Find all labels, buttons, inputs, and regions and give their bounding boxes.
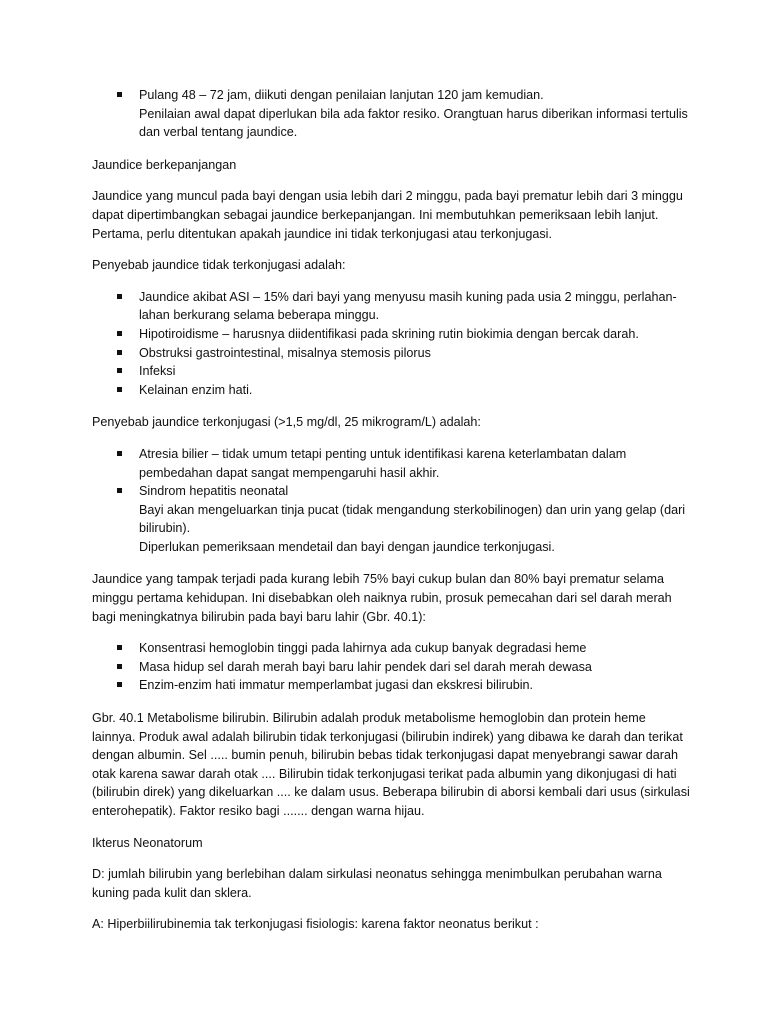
- figure-caption: Gbr. 40.1 Metabolisme bilirubin. Bilirubin adalah produk metabolisme hemoglobin dan protein heme lainnya. Produk awal adalah bilirubin tidak terkonjugasi (bilirubin indirek) yang dibawa ke darah dan terikat dengan albumin. Sel ..... bumin penuh, bilirubin bebas tidak terkonjugasi dapat menyebrangi sawar darah otak karena sawar darah otak .... Bilirubin tidak terkonjugasi terikat pada albumin yang dikonjugasi di hati (bilirubin direk) yang dikeluarkan .... ke dalam usus. Beberapa bilirubin di aborsi kembali dari usus (sirkulasi enterohepatik). Faktor resiko bagi ....... dengan warna hijau.: [92, 711, 690, 818]
- list-item-line: Pulang 48 – 72 jam, diikuti dengan penilaian lanjutan 120 jam kemudian.: [139, 88, 544, 102]
- list-intro-unconjugated: Penyebab jaundice tidak terkonjugasi adalah:: [92, 258, 346, 273]
- list-item-line: Penilaian awal dapat diperlukan bila ada faktor resiko. Orangtuan harus diberikan informasi tertulis dan verbal tentang jaundice.: [139, 106, 688, 140]
- list-item: [92, 482, 692, 556]
- list-item: Obstruksi gastrointestinal, misalnya stemosis pilorus: [92, 344, 692, 363]
- paragraph: Jaundice yang tampak terjadi pada kurang lebih 75% bayi cukup bulan dan 80% bayi prematur selama minggu pertama kehidupan. Ini disebabkan oleh naiknya rubin, prosuk pemecahan dari sel darah merah bagi meningkatnya bilirubin pada bayi baru lahir (Gbr. 40.1):: [92, 572, 672, 624]
- paragraph: Jaundice yang muncul pada bayi dengan usia lebih dari 2 minggu, pada bayi prematur lebih dari 3 minggu dapat dipertimbangkan sebagai jaundice berkepanjangan. Ini membutuhkan pemeriksaan lebih lanjut. Pertama, perlu ditentukan apakah jaundice ini tidak terkonjugasi atau terkonjugasi.: [92, 189, 683, 241]
- etiology-line: A: Hiperbiilirubinemia tak terkonjugasi fisiologis: karena faktor neonatus berikut :: [92, 917, 539, 932]
- unconjugated-causes-list: [92, 288, 692, 400]
- top-bullet-list: [92, 86, 692, 142]
- list-item: Konsentrasi hemoglobin tinggi pada lahirnya ada cukup banyak degradasi heme: [92, 639, 692, 658]
- list-intro-conjugated: Penyebab jaundice terkonjugasi (>1,5 mg/dl, 25 mikrogram/L) adalah:: [92, 415, 481, 430]
- document-body: [92, 86, 692, 947]
- section-heading-jaundice-berkepanjangan: Jaundice berkepanjangan: [92, 157, 237, 172]
- conjugated-causes-list: [92, 445, 692, 557]
- list-item: Kelainan enzim hati.: [92, 381, 692, 400]
- list-item: Hipotiroidisme – harusnya diidentifikasi pada skrining rutin biokimia dengan bercak darah.: [92, 325, 692, 344]
- list-item: Masa hidup sel darah merah bayi baru lahir pendek dari sel darah merah dewasa: [92, 658, 692, 677]
- list-item-line: Bayi akan mengeluarkan tinja pucat (tidak mengandung sterkobilinogen) dan urin yang gelap (dari bilirubin).: [139, 502, 686, 536]
- list-item-title: Sindrom hepatitis neonatal: [139, 484, 289, 499]
- list-item-line: Diperlukan pemeriksaan mendetail dan bayi dengan jaundice terkonjugasi.: [139, 539, 555, 554]
- list-item: Jaundice akibat ASI – 15% dari bayi yang menyusu masih kuning pada usia 2 minggu, perlahan-lahan berkurang selama beberapa minggu.: [92, 288, 692, 325]
- definition-paragraph: D: jumlah bilirubin yang berlebihan dalam sirkulasi neonatus sehingga menimbulkan perubahan warna kuning pada kulit dan sklera.: [92, 867, 662, 900]
- list-item: [92, 86, 692, 142]
- list-item: Atresia bilier – tidak umum tetapi penting untuk identifikasi karena keterlambatan dalam pembedahan dapat sangat mempengaruhi hasil akhir.: [92, 445, 692, 482]
- physiology-list: [92, 639, 692, 695]
- list-item: Enzim-enzim hati immatur memperlambat jugasi dan ekskresi bilirubin.: [92, 676, 692, 695]
- section-heading-ikterus-neonatorum: Ikterus Neonatorum: [92, 835, 203, 850]
- list-item: Infeksi: [92, 362, 692, 381]
